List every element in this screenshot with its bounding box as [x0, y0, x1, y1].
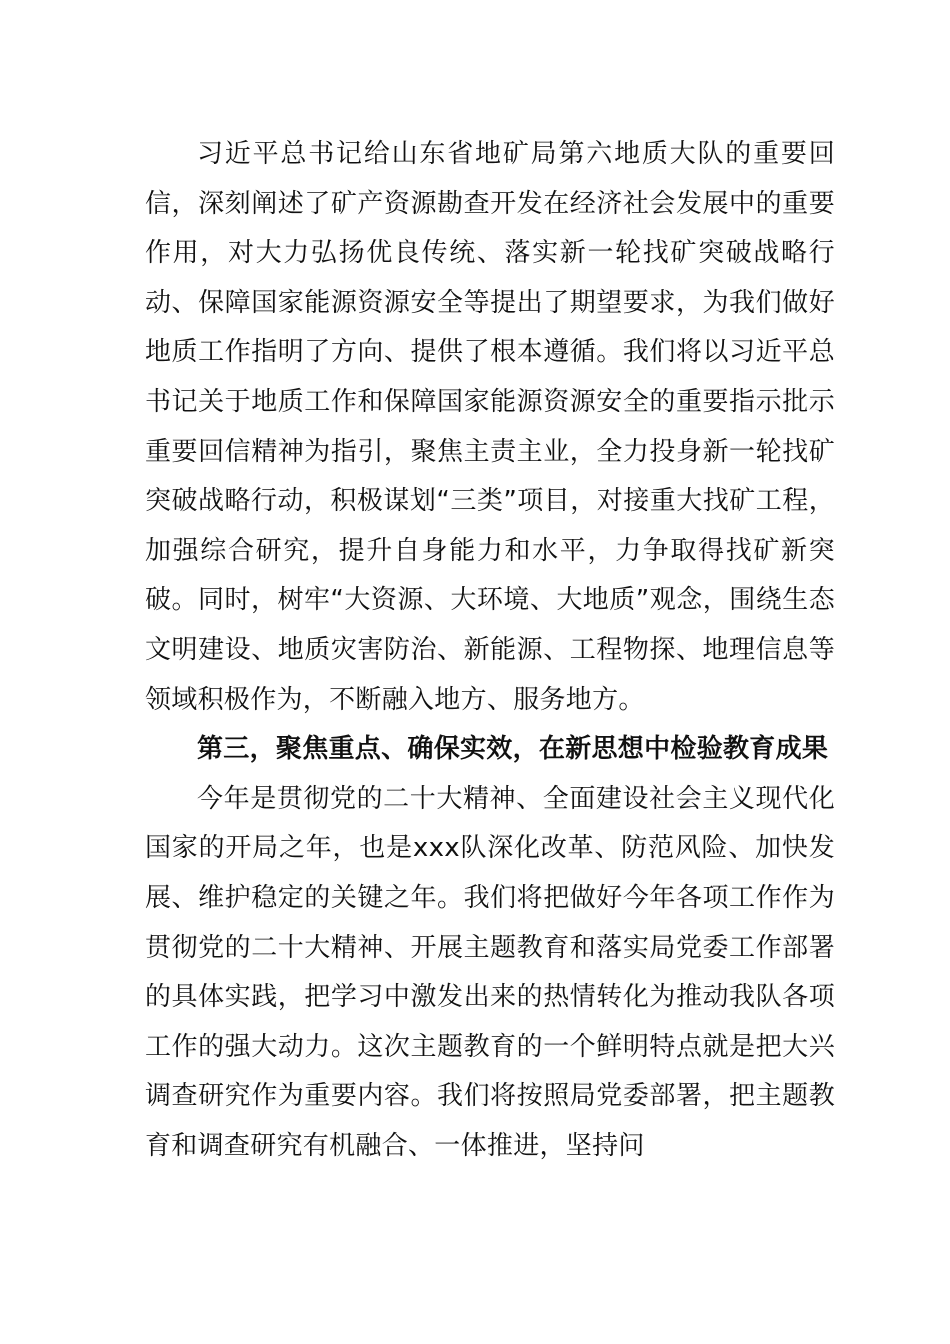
body-paragraph-1: 习近平总书记给山东省地矿局第六地质大队的重要回信，深刻阐述了矿产资源勘查开发在经济社会发展中的重要作用，对大力弘扬优良传统、落实新一轮找矿突破战略行动、保障国家能源资源安全等提出了期望要求，为我们做好地质工作指明了方向、提供了根本遵循。我们将以习近平总书记关于地质工作和保障国家能源资源安全的重要指示批示重要回信精神为指引，聚焦主责主业，全力投身新一轮找矿突破战略行动，积极谋划“三类”项目，对接重大找矿工程，加强综合研究，提升自身能力和水平，力争取得找矿新突破。同时，树牢“大资源、大环境、大地质”观念，围绕生态文明建设、地质灾害防治、新能源、工程物探、地理信息等领域积极作为，不断融入地方、服务地方。 — [145, 139, 835, 715]
section-heading: 第三，聚焦重点、确保实效，在新思想中检验教育成果 — [197, 734, 829, 765]
document-body — [145, 130, 835, 1171]
body-paragraph-2: 今年是贯彻党的二十大精神、全面建设社会主义现代化国家的开局之年，也是xxx队深化改革、防范风险、加快发展、维护稳定的关键之年。我们将把做好今年各项工作作为贯彻党的二十大精神、开展主题教育和落实局党委工作部署的具体实践，把学习中激发出来的热情转化为推动我队各项工作的强大动力。这次主题教育的一个鲜明特点就是把大兴调查研究作为重要内容。我们将按照局党委部署，把主题教育和调查研究有机融合、一体推进，坚持问 — [145, 783, 835, 1161]
